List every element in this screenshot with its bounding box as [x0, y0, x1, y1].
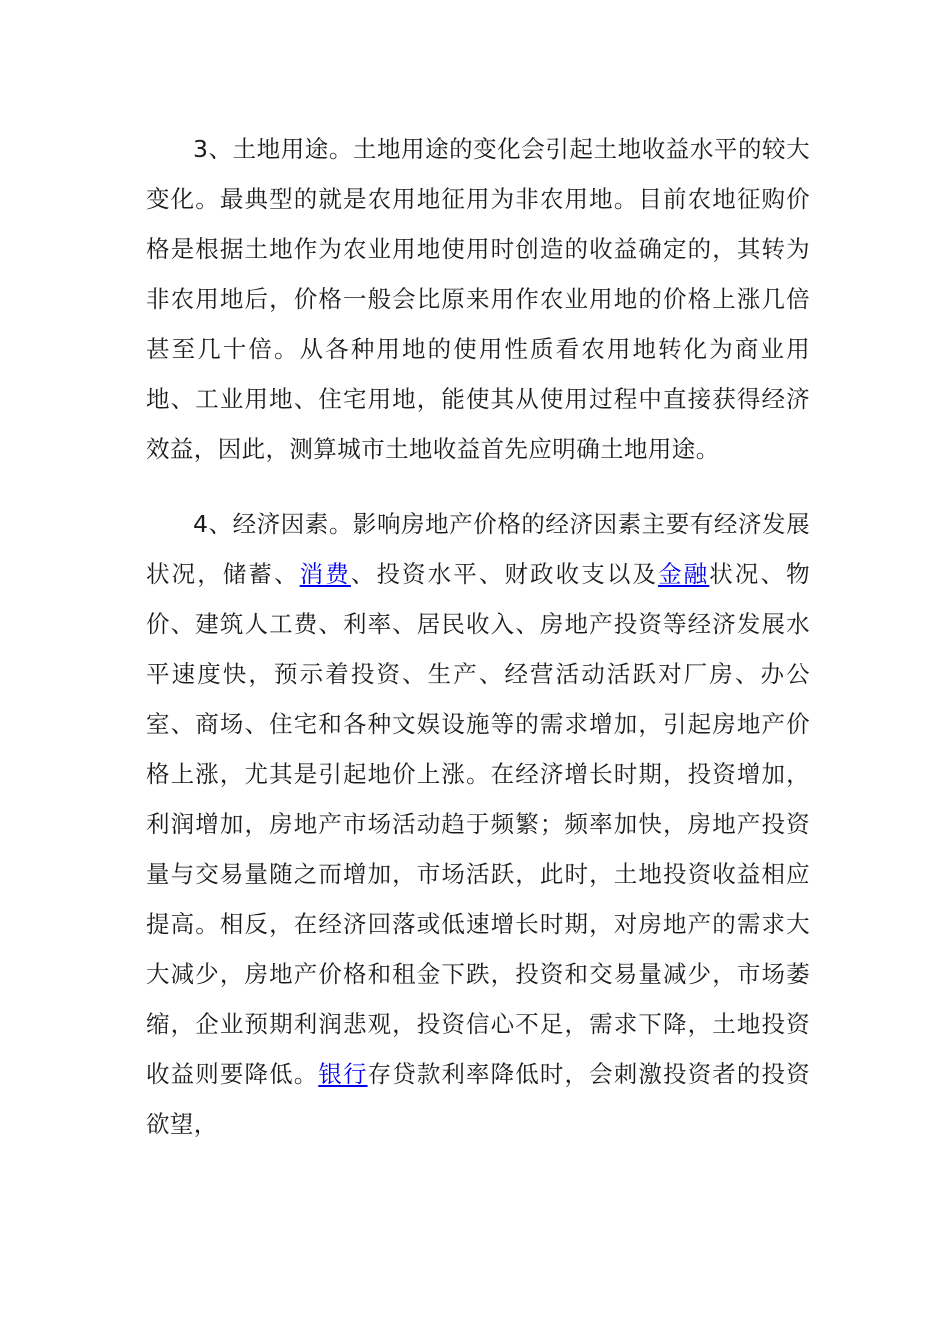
paragraph-economic-factors: [146, 499, 810, 1149]
document-page: [146, 124, 810, 1149]
paragraph-land-use: [146, 124, 810, 474]
link-finance[interactable]: 金融: [658, 560, 710, 588]
paragraph-text: 存贷款利率降低时，会刺激投资者的投资欲望，: [146, 1060, 810, 1138]
paragraph-text: 3、土地用途。土地用途的变化会引起土地收益水平的较大变化。最典型的就是农用地征用为非农用地。目前农地征购价格是根据土地作为农业用地使用时创造的收益确定的，其转为非农用地后，价格一般会比原来用作农业用地的价格上涨几倍甚至几十倍。从各种用地的使用性质看农用地转化为商业用地、工业用地、住宅用地，能使其从使用过程中直接获得经济效益，因此，测算城市土地收益首先应明确土地用途。: [146, 135, 810, 463]
paragraph-text: 4、经济因素。影响房地产价格的经济因素主要有经济发展状况，储蓄、: [146, 510, 810, 588]
paragraph-text: 状况、物价、建筑人工费、利率、居民收入、房地产投资等经济发展水平速度快，预示着投资、生产、经营活动活跃对厂房、办公室、商场、住宅和各种文娱设施等的需求增加，引起房地产价格上涨，尤其是引起地价上涨。在经济增长时期，投资增加，利润增加，房地产市场活动趋于频繁；频率加快，房地产投资量与交易量随之而增加，市场活跃，此时，土地投资收益相应提高。相反，在经济回落或低速增长时期，对房地产的需求大大减少，房地产价格和租金下跌，投资和交易量减少，市场萎缩，企业预期利润悲观，投资信心不足，需求下降，土地投资收益则要降低。: [146, 560, 811, 1088]
paragraph-text: 、投资水平、财政收支以及: [350, 560, 659, 588]
link-bank[interactable]: 银行: [318, 1060, 368, 1088]
link-consumption[interactable]: 消费: [299, 560, 351, 588]
